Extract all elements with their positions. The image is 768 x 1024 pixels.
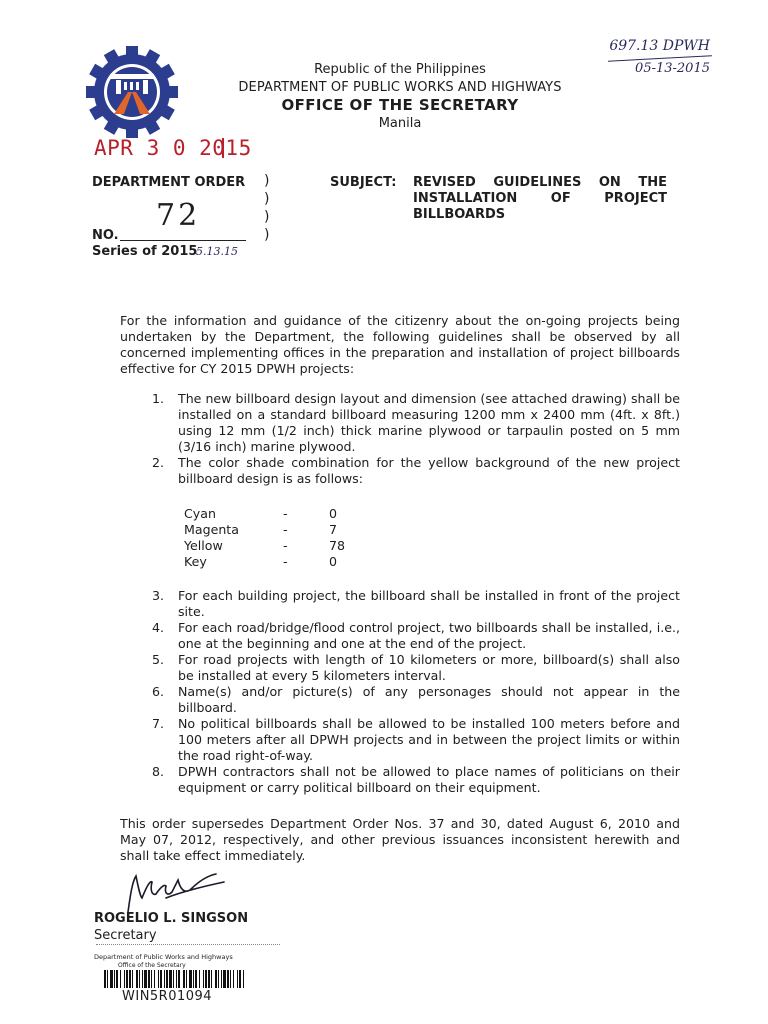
list-item-text: DPWH contractors shall not be allowed to place names of politicians on their equipment or carry political billboard on their equipment. <box>178 764 680 795</box>
order-number: 72 <box>156 198 201 233</box>
list-item-text: For each road/bridge/flood control project, two billboards shall be installed, i.e., one at the beginning and one at the end of the project. <box>178 620 680 651</box>
list-item <box>152 652 680 684</box>
barcode-bar <box>136 970 138 988</box>
number-label: NO. <box>92 228 119 243</box>
barcode-bar <box>110 970 113 988</box>
list-item <box>152 588 680 620</box>
barcode-bar <box>186 970 187 988</box>
slip-department: Department of Public Works and Highways <box>94 953 233 961</box>
barcode-bar <box>239 970 241 988</box>
list-item-text: For road projects with length of 10 kilometers or more, billboard(s) shall also be installed at every 5 kilometers interval. <box>178 652 680 683</box>
list-item-number: 6. <box>152 684 165 699</box>
series-handwritten-note: 5.13.15 <box>196 245 238 258</box>
barcode-bar <box>183 970 185 988</box>
paren: ) <box>264 173 270 189</box>
paren: ) <box>264 209 270 225</box>
barcode-bar <box>104 970 106 988</box>
barcode-bar <box>164 970 165 988</box>
subject-label: SUBJECT: <box>330 175 397 190</box>
republic-heading: Republic of the Philippines <box>314 62 486 77</box>
barcode-bar <box>129 970 131 988</box>
barcode-bar <box>221 970 222 988</box>
list-item-number: 4. <box>152 620 165 635</box>
list-item-text: No political billboards shall be allowed to be installed 100 meters before and 100 meters after all DPWH projects and in between the project limits or within the road right-of-way. <box>178 716 680 763</box>
city-heading: Manila <box>378 116 422 131</box>
barcode-bar <box>176 970 177 988</box>
barcode-bar <box>132 970 133 988</box>
barcode-bar <box>199 970 200 988</box>
dpwh-logo <box>84 44 180 140</box>
barcode-bar <box>160 970 162 988</box>
list-item-number: 1. <box>152 391 165 406</box>
office-heading: OFFICE OF THE SECRETARY <box>281 96 519 114</box>
barcode-bar <box>114 970 115 988</box>
barcode-bar <box>169 970 172 988</box>
list-item-number: 5. <box>152 652 165 667</box>
subject-text: REVISED GUIDELINES ON THE INSTALLATION OF PROJECT BILLBOARDS <box>413 175 667 222</box>
list-item-number: 2. <box>152 455 165 470</box>
cmyk-key: Cyan <box>184 506 216 521</box>
list-item-text: The color shade combination for the yellow background of the new project billboard design is as follows: <box>178 455 680 486</box>
cmyk-value: 7 <box>329 522 338 537</box>
list-item-text: The new billboard design layout and dimension (see attached drawing) shall be installed on a standard billboard measuring 1200 mm x 2400 mm (4ft. x 8ft.) using 12 mm (1/2 inch) thick marine plywood or tarpaulin posted on 5 mm (3/16 inch) marine plywood. <box>178 391 680 454</box>
barcode-bar <box>218 970 219 988</box>
list-item-number: 8. <box>152 764 165 779</box>
barcode-bar <box>215 970 217 988</box>
closing-paragraph: This order supersedes Department Order Nos. 37 and 30, dated August 6, 2010 and May 07, 2012, respectively, and other previous issuances inconsistent herewith and shall take effect immediately. <box>120 816 680 863</box>
barcode-bar <box>227 970 229 988</box>
cmyk-dash: - <box>283 538 288 553</box>
barcode <box>104 970 244 988</box>
guideline-list <box>152 391 680 487</box>
barcode-bar <box>158 970 159 988</box>
barcode-bar <box>148 970 150 988</box>
list-item-number: 3. <box>152 588 165 603</box>
barcode-bar <box>208 970 210 988</box>
cmyk-value: 0 <box>329 554 338 569</box>
handwritten-receipt-date: 05-13-2015 <box>635 61 710 76</box>
barcode-bar <box>203 970 204 988</box>
list-item-text: For each building project, the billboard shall be installed in front of the project site. <box>178 588 680 619</box>
cmyk-value: 78 <box>329 538 346 553</box>
cmyk-key: Key <box>184 554 207 569</box>
barcode-bar <box>223 970 226 988</box>
barcode-bar <box>151 970 152 988</box>
list-item <box>152 764 680 796</box>
cmyk-value: 0 <box>329 506 338 521</box>
handwritten-receipt-number: 697.13 DPWH <box>609 38 710 54</box>
barcode-bar <box>126 970 128 988</box>
series-label: Series of 2015 <box>92 244 198 259</box>
barcode-bar <box>144 970 147 988</box>
barcode-bar <box>107 970 108 988</box>
barcode-bar <box>237 970 238 988</box>
barcode-bar <box>195 970 197 988</box>
document-code: WIN5R01094 <box>122 989 213 1004</box>
cmyk-dash: - <box>283 522 288 537</box>
barcode-bar <box>120 970 121 988</box>
barcode-bar <box>243 970 244 988</box>
list-item <box>152 716 680 764</box>
barcode-bar <box>205 970 207 988</box>
signer-title: Secretary <box>94 928 157 943</box>
number-underline <box>120 240 246 241</box>
signer-name: ROGELIO L. SINGSON <box>94 911 249 926</box>
barcode-bar <box>154 970 155 988</box>
cmyk-key: Magenta <box>184 522 239 537</box>
cmyk-dash: - <box>283 554 288 569</box>
department-heading: DEPARTMENT OF PUBLIC WORKS AND HIGHWAYS <box>238 80 562 95</box>
list-item <box>152 620 680 652</box>
date-stamp: APR 3 0 2015 <box>94 136 252 160</box>
list-item-text: Name(s) and/or picture(s) of any personages should not appear in the billboard. <box>178 684 680 715</box>
guideline-list-continued <box>152 588 680 796</box>
barcode-bar <box>233 970 234 988</box>
paren: ) <box>264 191 270 207</box>
stamp-bracket <box>222 138 230 158</box>
list-item <box>152 391 680 455</box>
barcode-bar <box>230 970 231 988</box>
barcode-bar <box>139 970 140 988</box>
barcode-bar <box>193 970 194 988</box>
department-order-label <box>92 175 245 190</box>
intro-paragraph: For the information and guidance of the citizenry about the on-going projects being undertaken by the Department, the following guidelines shall be observed by all concerned implementing offices in the preparation and installation of project billboards effective for CY 2015 DPWH projects: <box>120 313 680 376</box>
barcode-bar <box>124 970 125 988</box>
barcode-bar <box>211 970 212 988</box>
list-item-number: 7. <box>152 716 165 731</box>
barcode-bar <box>116 970 118 988</box>
barcode-bar <box>166 970 168 988</box>
cmyk-key: Yellow <box>184 538 223 553</box>
department-order-text: DEPARTMENT ORDER <box>92 175 246 190</box>
barcode-bar <box>173 970 174 988</box>
list-item <box>152 455 680 487</box>
barcode-bar <box>178 970 180 988</box>
barcode-bar <box>189 970 192 988</box>
slip-office: Office of the Secretary <box>118 962 186 969</box>
signature-rule <box>96 944 280 945</box>
list-item <box>152 684 680 716</box>
paren: ) <box>264 227 270 243</box>
barcode-bar <box>142 970 143 988</box>
cmyk-dash: - <box>283 506 288 521</box>
